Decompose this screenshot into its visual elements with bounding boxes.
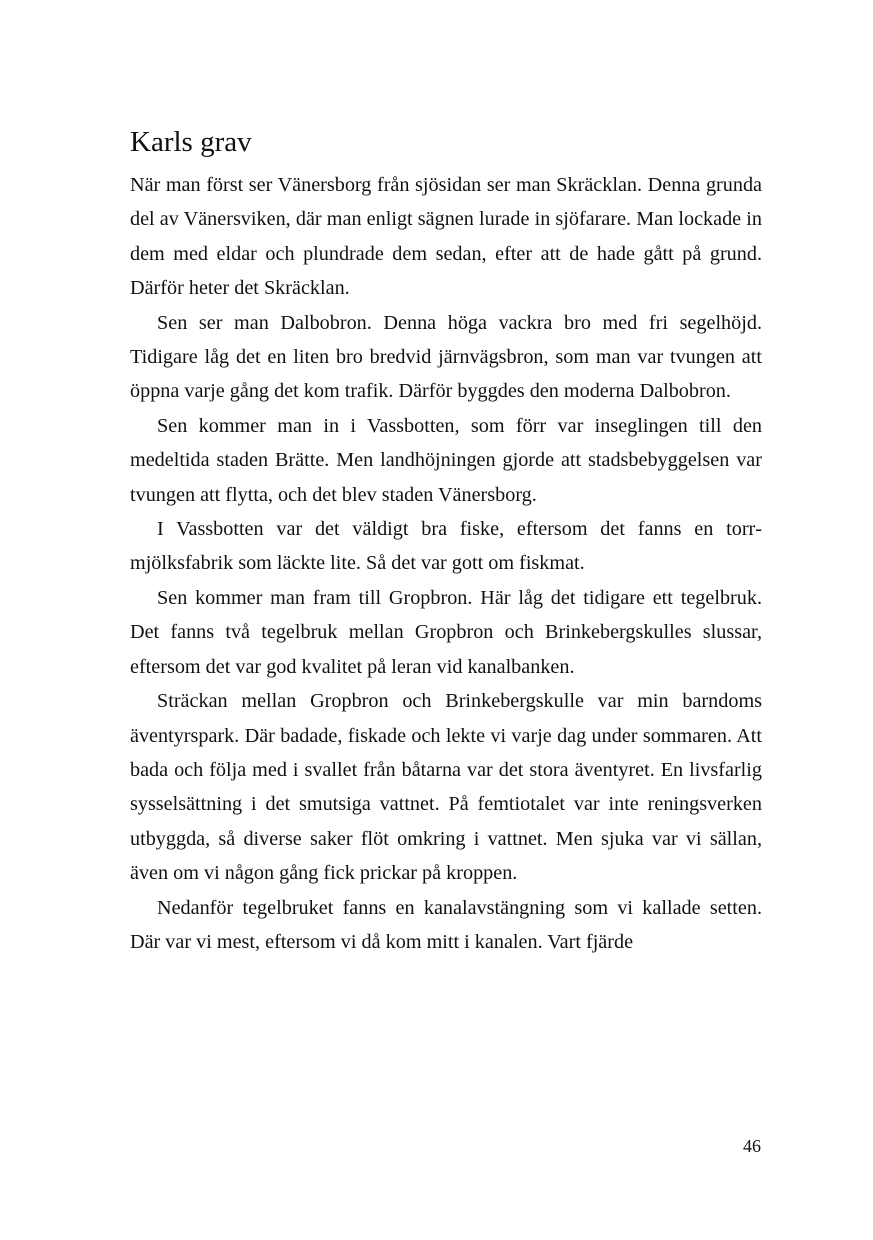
paragraph: Sen kommer man in i Vassbotten, som förr var inseglingen till den medeltida staden Brätte. Men landhöjningen gjorde att stadsbebyggelsen var tvungen att flytta, och det blev staden Vänersborg.	[130, 414, 762, 506]
paragraph: I Vassbotten var det väldigt bra fiske, eftersom det fanns en torrmjölksfabrik som läckte lite. Så det var gott om fiskmat.	[130, 518, 762, 575]
paragraph: När man först ser Vänersborg från sjösidan ser man Skräcklan. Denna grunda del av Vänersviken, där man enligt sägnen lurade in sjöfarare. Man lockade in dem med eldar och plundrade dem sedan, efter att de hade gått på grund. Därför heter det Skräcklan.	[130, 174, 762, 300]
page-number: 46	[743, 1136, 761, 1156]
paragraph: Sen kommer man fram till Gropbron. Här låg det tidigare ett tegelbruk. Det fanns två tegelbruk mellan Gropbron och Brinkebergskulles slussar, eftersom det var god kvalitet på leran vid kanalbanken.	[130, 586, 762, 678]
page-content	[130, 122, 762, 959]
paragraph: Sträckan mellan Gropbron och Brinkebergskulle var min barndoms äventyrspark. Där badade, fiskade och lekte vi varje dag under sommaren. Att bada och följa med i svallet från båtarna var det stora äventyret. En livsfarlig sysselsättning i det smutsiga vattnet. På femtiotalet var inte reningsverken utbyggda, så diverse saker flöt omkring i vattnet. Men sjuka var vi sällan, även om vi någon gång fick prickar på kroppen.	[130, 690, 762, 885]
chapter-title: Karls grav	[130, 126, 252, 158]
paragraph: Nedanför tegelbruket fanns en kanalavstängning som vi kallade setten. Där var vi mest, eftersom vi då kom mitt i kanalen. Vart fjärde	[130, 896, 762, 953]
paragraph: Sen ser man Dalbobron. Denna höga vackra bro med fri segelhöjd. Tidigare låg det en liten bro bredvid järnvägsbron, som man var tvungen att öppna varje gång det kom trafik. Därför byggdes den moderna Dalbobron.	[130, 311, 762, 403]
